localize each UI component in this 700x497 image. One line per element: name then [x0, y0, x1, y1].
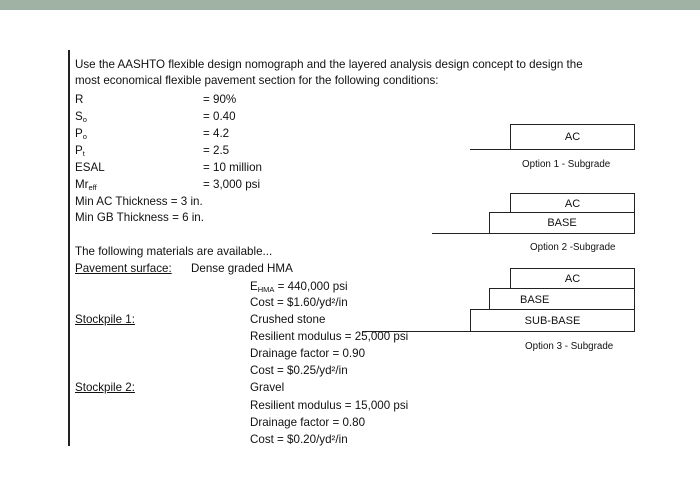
option-2-ac-layer: AC: [510, 193, 635, 214]
condition-r-symbol: R: [75, 93, 84, 106]
stockpile-2-name: Gravel: [250, 381, 285, 394]
option-3-base-layer: BASE: [489, 288, 635, 311]
condition-so-value: = 0.40: [203, 110, 236, 123]
stockpile-2-cost: Cost = $0.20/yd²/in: [250, 433, 348, 446]
condition-pt-value: = 2.5: [203, 144, 230, 157]
condition-mreff-value: = 3,000 psi: [203, 178, 261, 191]
pavement-surface-label: Pavement surface:: [75, 262, 172, 275]
option-1-caption: Option 1 - Subgrade: [522, 159, 611, 170]
stockpile-1-modulus: Resilient modulus = 25,000 psi: [250, 330, 409, 343]
option-2-caption: Option 2 -Subgrade: [530, 242, 616, 253]
option-3-caption: Option 3 - Subgrade: [525, 341, 614, 352]
condition-po-symbol: $P_o$: [75, 127, 87, 141]
option-3-subbase-layer: SUB-BASE: [470, 309, 635, 332]
stockpile-2-modulus: Resilient modulus = 15,000 psi: [250, 399, 409, 412]
condition-mreff-symbol: $Mr_{eff}$: [75, 178, 97, 192]
option-2-base-layer: BASE: [489, 212, 635, 234]
condition-po-value: = 4.2: [203, 127, 230, 140]
materials-intro: The following materials are available...: [75, 245, 273, 258]
stockpile-1-label: Stockpile 1:: [75, 313, 135, 326]
pavement-modulus: $E_{HMA} = 440,000$ psi: [250, 280, 348, 294]
pavement-surface-name: Dense graded HMA: [191, 262, 293, 275]
condition-esal-symbol: ESAL: [75, 161, 105, 174]
min-gb-thickness: Min GB Thickness = 6 in.: [75, 211, 204, 224]
stockpile-2-drainage: Drainage factor = 0.80: [250, 416, 366, 429]
condition-so-symbol: $S_o$: [75, 110, 87, 124]
option-1-ac-layer: AC: [510, 124, 635, 150]
stockpile-1-name: Crushed stone: [250, 313, 326, 326]
stockpile-1-drainage: Drainage factor = 0.90: [250, 347, 366, 360]
problem-line-2: most economical flexible pavement section for the following conditions:: [75, 74, 439, 87]
option-3-ac-layer: AC: [510, 268, 635, 290]
condition-r-value: = 90%: [203, 93, 237, 106]
pavement-cost: Cost = $1.60/yd²/in: [250, 296, 348, 309]
condition-esal-value: = 10 million: [203, 161, 262, 174]
problem-line-1: Use the AASHTO flexible design nomograph and the layered analysis design concept to design the: [75, 58, 583, 71]
stockpile-1-cost: Cost = $0.25/yd²/in: [250, 364, 348, 377]
stockpile-2-label: Stockpile 2:: [75, 381, 135, 394]
top-bar: [0, 0, 700, 10]
condition-pt-symbol: $P_t$: [75, 144, 85, 158]
min-ac-thickness: Min AC Thickness = 3 in.: [75, 195, 203, 208]
